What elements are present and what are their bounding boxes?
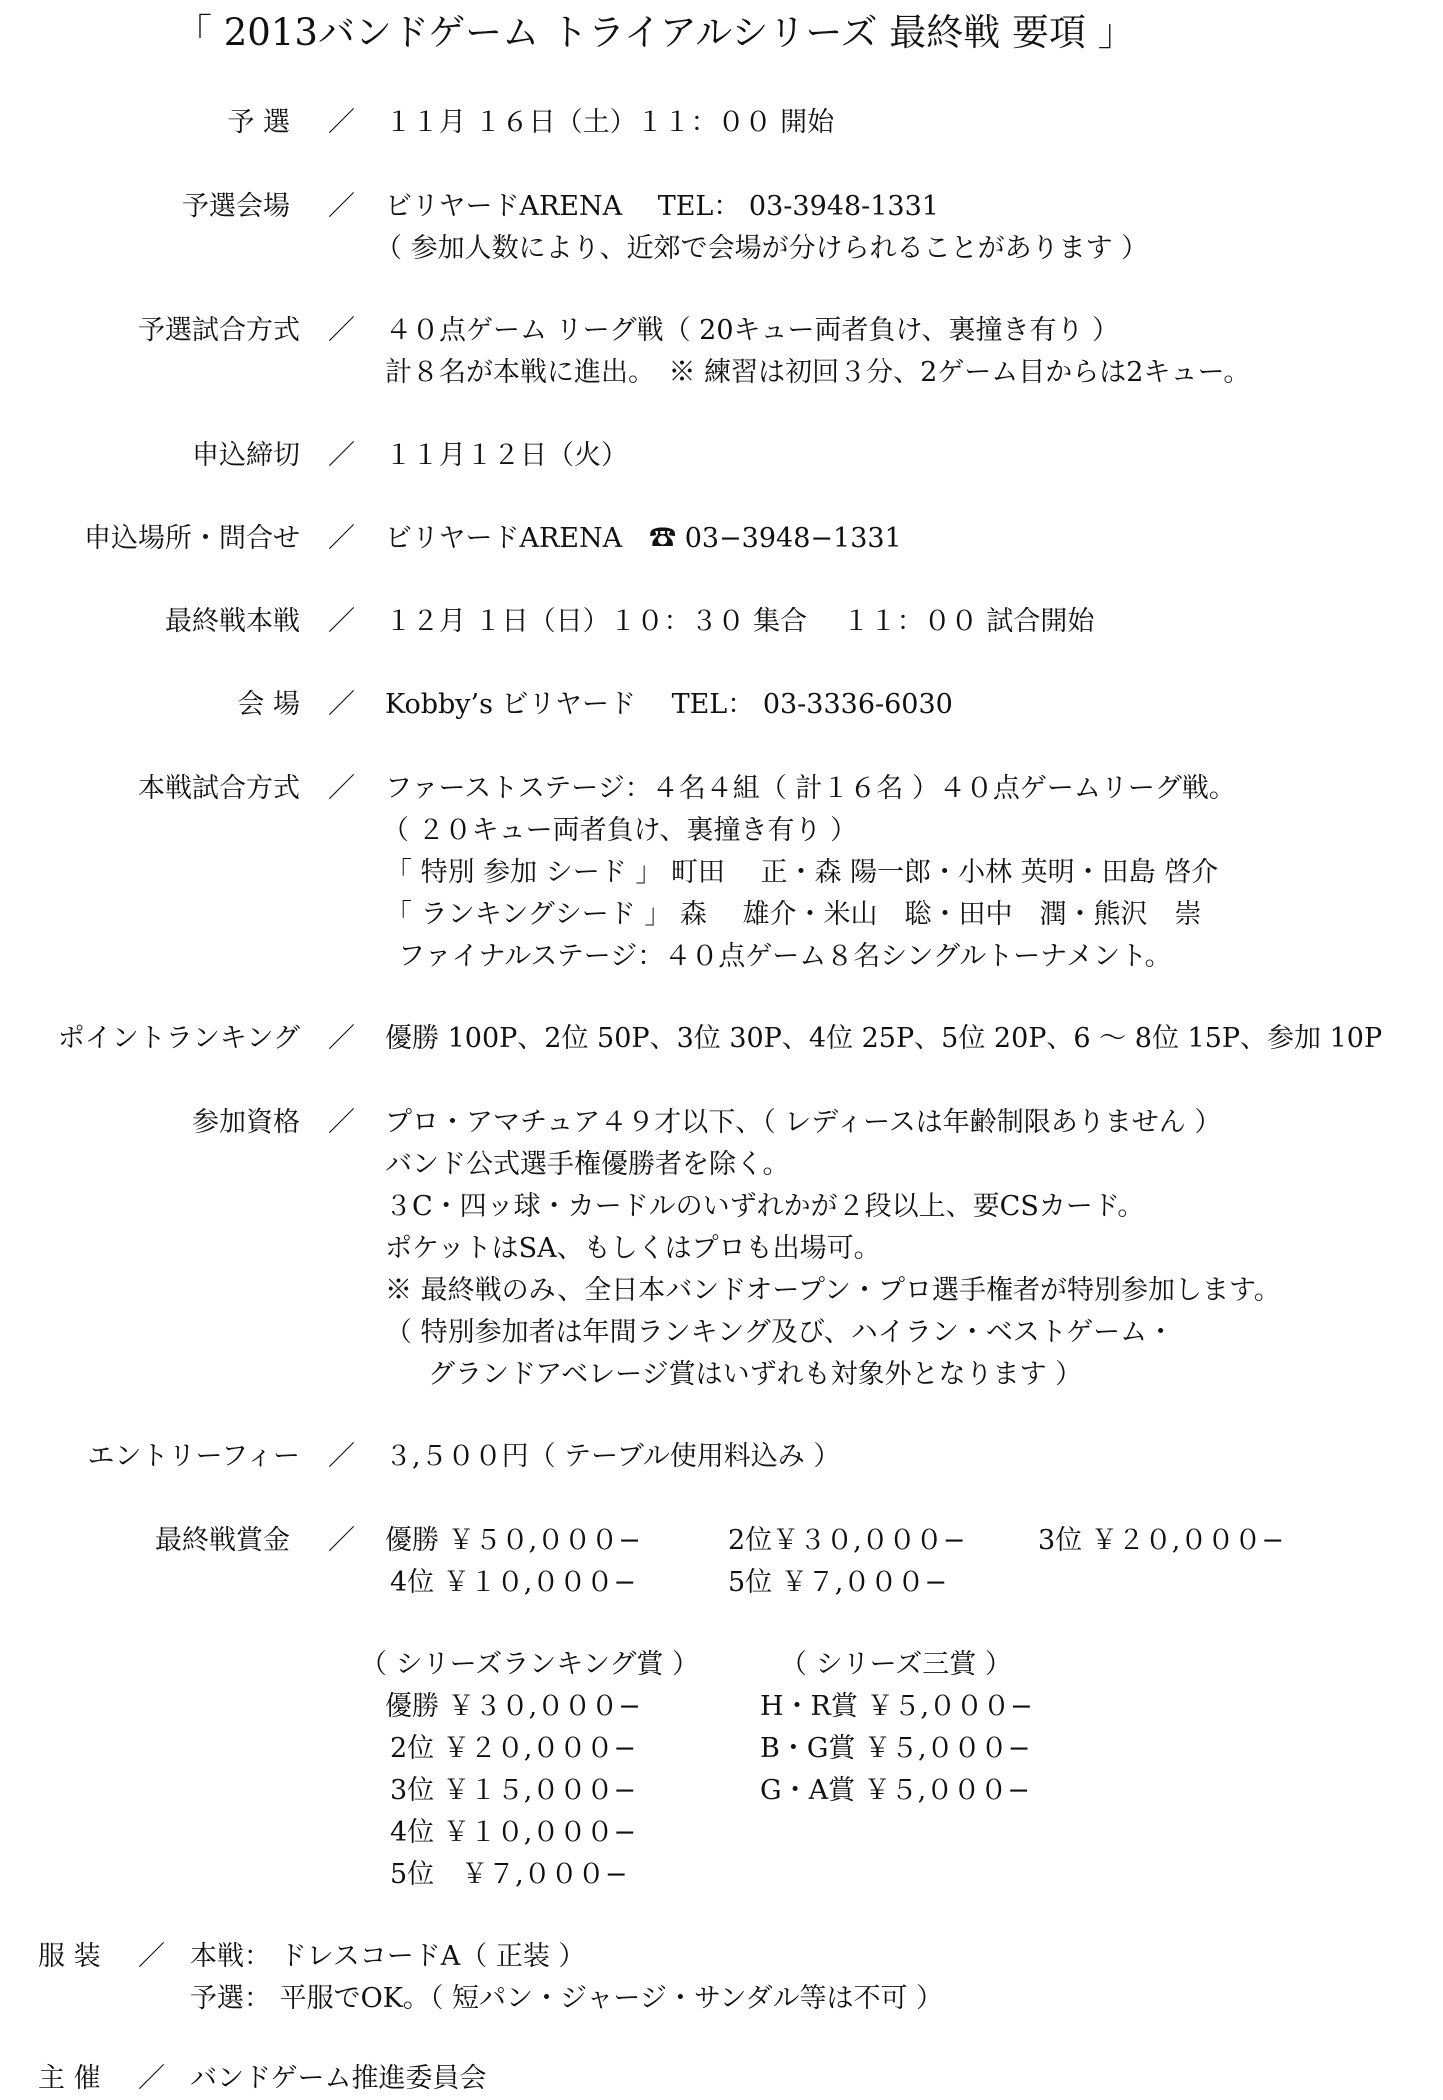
separator: ／ [328, 440, 355, 471]
label-entry-fee: エントリーフィー [87, 1441, 300, 1472]
eligibility-line-7: グランドアベレージ賞はいずれも対象外となります ） [428, 1359, 1083, 1390]
series-award-row: B・G賞 ￥５,０００− [760, 1733, 1031, 1764]
qualifier-venue: ビリヤードARENA TEL： 03-3948-1331 [385, 191, 939, 222]
separator: ／ [328, 1525, 355, 1556]
point-ranking: 優勝 100P、2位 50P、3位 30P、4位 25P、5位 20P、6 〜 8位 15P、参加 10P [385, 1023, 1383, 1054]
eligibility-line-2: バンド公式選手権優勝者を除く。 [385, 1149, 790, 1180]
label-entry-deadline: 申込締切 [192, 440, 300, 471]
series-award-row: G・A賞 ￥５,０００− [760, 1775, 1030, 1806]
qualifier-format-line-1: ４０点ゲーム リーグ戦（ 20キュー両者負け、裏撞き有り ） [385, 315, 1120, 346]
entry-contact: ビリヤードARENA ☎ 03−3948−1331 [385, 523, 902, 554]
series-ranking-header: （ シリーズランキング賞 ） [360, 1649, 700, 1680]
separator: ／ [328, 1107, 355, 1138]
qualifier-venue-note: （ 参加人数により、近郊で会場が分けられることがあります ） [375, 233, 1149, 264]
series-ranking-row: 5位 ￥７,０００− [390, 1859, 628, 1890]
label-entry-contact: 申込場所・問合せ [84, 523, 300, 554]
eligibility-line-6: （ 特別参加者は年間ランキング及び、ハイラン・ベストゲーム・ [385, 1317, 1175, 1348]
dress-main: 本戦： ドレスコードA（ 正装 ） [190, 1941, 586, 1972]
final-main-date: １２月 １日（日）１０：３０ 集合 １１：００ 試合開始 [385, 606, 1095, 637]
series-awards-header: （ シリーズ三賞 ） [780, 1649, 1012, 1680]
separator: ／ [328, 1023, 355, 1054]
separator: ／ [328, 191, 355, 222]
main-format-line-3: 「 特別 参加 シード 」 町田 正・森 陽一郎・小林 英明・田島 啓介 [385, 857, 1219, 888]
page-title: 「 2013バンドゲーム トライアルシリーズ 最終戦 要項 」 [175, 11, 1135, 54]
label-final-main: 最終戦本戦 [165, 606, 300, 637]
dress-qualifier: 予選： 平服でOK。（ 短パン・ジャージ・サンダル等は不可 ） [190, 1983, 944, 2014]
series-ranking-row: 4位 ￥１０,０００− [390, 1817, 636, 1848]
label-organizer: 主 催 [38, 2063, 101, 2094]
label-main-format: 本戦試合方式 [138, 773, 300, 804]
separator: ／ [328, 773, 355, 804]
label-qualifier: 予 選 [227, 107, 290, 138]
entry-deadline: １１月１２日（火） [385, 440, 628, 471]
series-ranking-row: 3位 ￥１５,０００− [390, 1775, 636, 1806]
entry-fee: ３,５００円（ テーブル使用料込み ） [385, 1441, 841, 1472]
venue: Kobby’s ビリヤード TEL： 03-3336-6030 [385, 689, 953, 720]
label-venue: 会 場 [237, 689, 300, 720]
organizer: バンドゲーム推進委員会 [190, 2063, 487, 2094]
final-prize-1st: 優勝 ￥５０,０００− [385, 1525, 641, 1556]
label-final-prize: 最終戦賞金 [155, 1525, 290, 1556]
label-eligibility: 参加資格 [192, 1107, 300, 1138]
main-format-line-1: ファーストステージ：４名４組（ 計１６名 ）４０点ゲームリーグ戦。 [385, 773, 1236, 804]
final-prize-3rd: 3位 ￥２０,０００− [1038, 1525, 1284, 1556]
final-prize-4th: 4位 ￥１０,０００− [390, 1567, 636, 1598]
main-format-line-2: （ ２０キュー両者負け、裏撞き有り ） [382, 815, 858, 846]
separator: ／ [138, 2063, 165, 2094]
series-award-row: H・R賞 ￥５,０００− [760, 1691, 1033, 1722]
series-ranking-row: 優勝 ￥３０,０００− [385, 1691, 641, 1722]
separator: ／ [328, 689, 355, 720]
separator: ／ [328, 606, 355, 637]
label-point-ranking: ポイントランキング [57, 1023, 300, 1054]
label-qualifier-format: 予選試合方式 [138, 315, 300, 346]
separator: ／ [328, 107, 355, 138]
label-qualifier-venue: 予選会場 [182, 191, 290, 222]
eligibility-line-3: ３C・四ッ球・カードルのいずれかが２段以上、要CSカード。 [385, 1191, 1145, 1222]
final-prize-2nd: 2位￥３０,０００− [728, 1525, 966, 1556]
separator: ／ [328, 315, 355, 346]
label-dress: 服 装 [38, 1941, 101, 1972]
separator: ／ [328, 523, 355, 554]
eligibility-line-5: ※ 最終戦のみ、全日本バンドオープン・プロ選手権者が特別参加します。 [385, 1275, 1281, 1306]
main-format-line-5: ファイナルステージ：４０点ゲーム８名シングルトーナメント。 [398, 941, 1172, 972]
main-format-line-4: 「 ランキングシード 」 森 雄介・米山 聡・田中 潤・熊沢 崇 [385, 899, 1202, 930]
series-ranking-row: 2位 ￥２０,０００− [390, 1733, 636, 1764]
qualifier-date: １１月 １６日（土）１１：００ 開始 [385, 107, 835, 138]
separator: ／ [328, 1441, 355, 1472]
eligibility-line-1: プロ・アマチュア４９才以下、（ レディースは年齢制限ありません ） [385, 1107, 1222, 1138]
final-prize-5th: 5位 ￥７,０００− [728, 1567, 947, 1598]
eligibility-line-4: ポケットはSA、もしくはプロも出場可。 [385, 1233, 881, 1264]
separator: ／ [138, 1941, 165, 1972]
qualifier-format-line-2: 計８名が本戦に進出。 ※ 練習は初回３分、2ゲーム目からは2キュー。 [385, 357, 1251, 388]
